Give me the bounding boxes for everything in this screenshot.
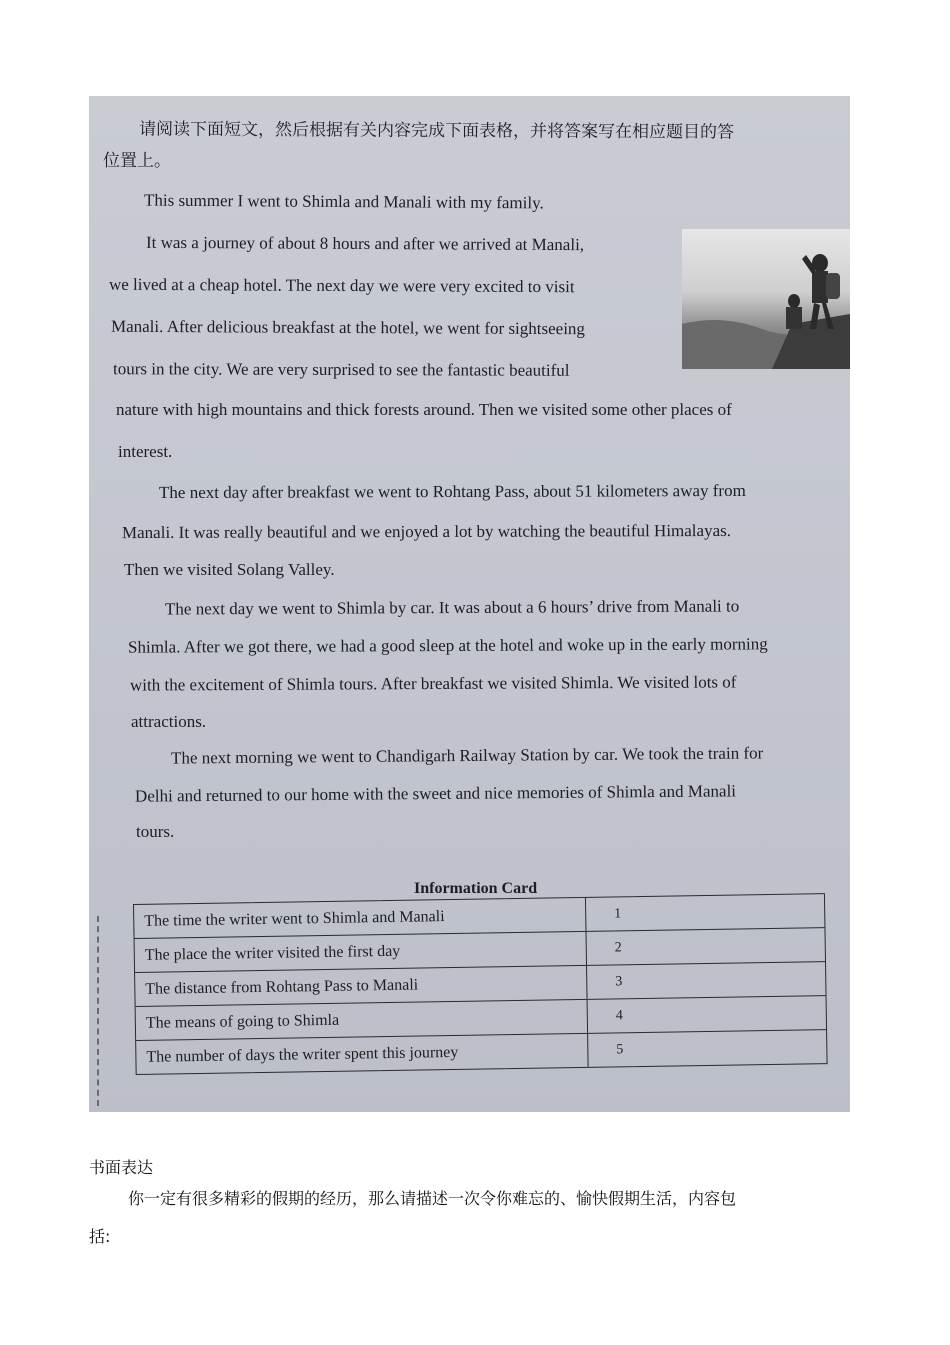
passage-p4-line: The next day we went to Shimla by car. It was about a 6 hours’ drive from Manali to <box>164 596 740 619</box>
passage-p5-line: tours. <box>136 822 175 841</box>
passage-p3-line: The next day after breakfast we went to Rohtang Pass, about 51 kilometers away from <box>158 480 746 503</box>
page-fold-line <box>97 916 101 1106</box>
table-question: The distance from Rohtang Pass to Manali <box>135 966 587 1006</box>
passage-p2-line: It was a journey of about 8 hours and after we arrived at Manali, <box>145 232 585 255</box>
answer-blank: 5 <box>616 1042 624 1058</box>
info-card-table <box>133 893 828 1075</box>
passage-p2-line: we lived at a cheap hotel. The next day we were very excited to visit <box>108 274 575 297</box>
instruction-line-2: 位置上。 <box>103 151 171 171</box>
answer-blank: 3 <box>615 974 623 990</box>
passage-p4-line: with the excitement of Shimla tours. After breakfast we visited Shimla. We visited lots of <box>129 672 737 695</box>
table-question: The place the writer visited the first day <box>135 932 587 972</box>
passage-p2-line: Manali. After delicious breakfast at the hotel, we went for sightseeing <box>110 316 586 339</box>
passage-p5-line: Delhi and returned to our home with the sweet and nice memories of Shimla and Manali <box>134 781 737 806</box>
writing-heading: 书面表达 <box>89 1158 154 1177</box>
answer-blank: 1 <box>614 906 622 922</box>
passage-p4-line: Shimla. After we got there, we had a good sleep at the hotel and woke up in the early morning <box>127 634 768 657</box>
hiker-photo <box>682 229 850 369</box>
table-question: The time the writer went to Shimla and Manali <box>134 898 586 938</box>
table-question: The means of going to Shimla <box>136 1000 588 1040</box>
writing-prompt-line-2: 括: <box>89 1227 111 1246</box>
table-question: The number of days the writer spent this journey <box>136 1034 588 1074</box>
answer-blank: 4 <box>615 1008 623 1024</box>
hiker-illustration <box>682 229 850 369</box>
writing-prompt-line-1: 你一定有很多精彩的假期的经历，那么请描述一次令你难忘的、愉快假期生活，内容包 <box>128 1189 737 1208</box>
passage-p5-line: The next morning we went to Chandigarh Railway Station by car. We took the train for <box>170 743 764 768</box>
passage-p4-line: attractions. <box>131 712 207 731</box>
instruction-line-1: 请阅读下面短文，然后根据有关内容完成下面表格，并将答案写在相应题目的答 <box>138 119 735 143</box>
info-card-title: Information Card <box>414 880 538 897</box>
passage-p2-line: nature with high mountains and thick forests around. Then we visited some other places of <box>116 400 732 419</box>
worksheet-photo <box>89 96 850 1112</box>
answer-blank: 2 <box>614 940 622 956</box>
passage-p1: This summer I went to Shimla and Manali with my family. <box>143 190 544 213</box>
passage-p2-line: interest. <box>118 442 173 461</box>
passage-p3-line: Manali. It was really beautiful and we enjoyed a lot by watching the beautiful Himalayas. <box>121 520 732 543</box>
passage-p2-line: tours in the city. We are very surprised to see the fantastic beautiful <box>112 359 570 380</box>
passage-p3-line: Then we visited Solang Valley. <box>124 560 335 579</box>
